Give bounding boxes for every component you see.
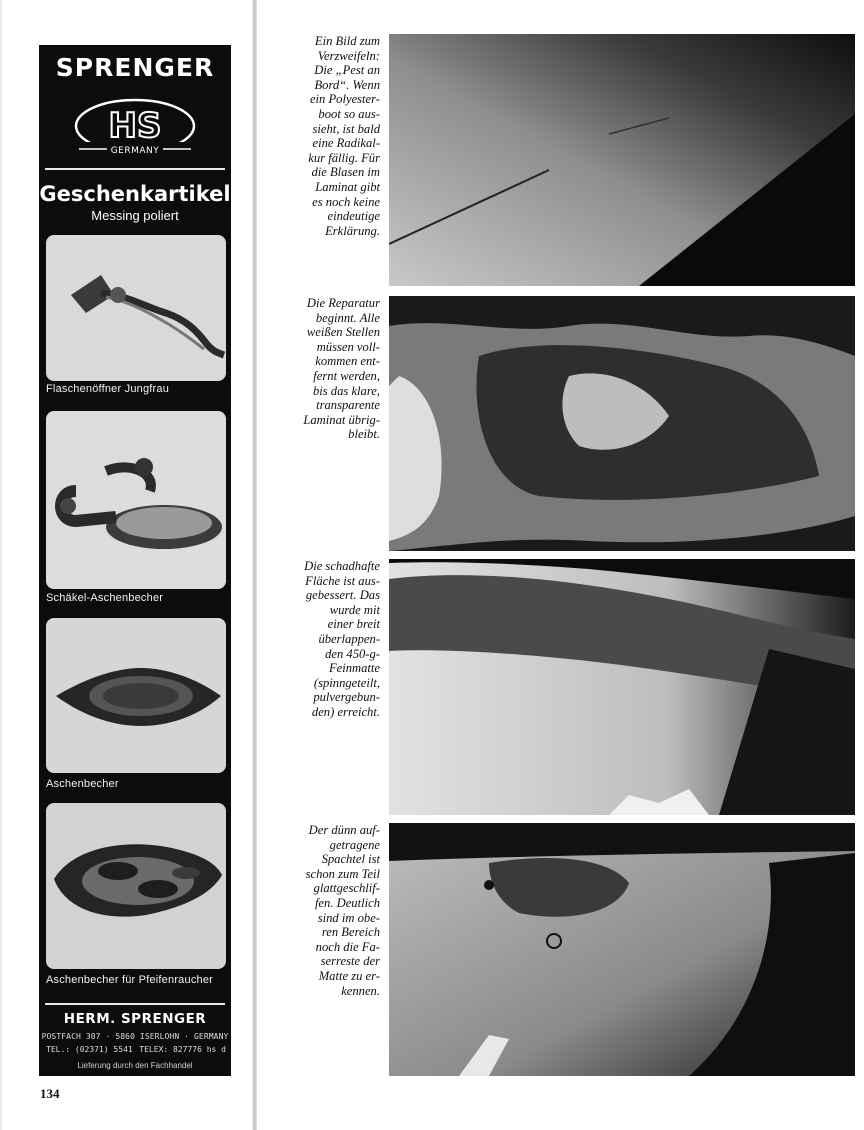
ad-brand: SPRENGER bbox=[55, 53, 215, 82]
photo-sanded-filler bbox=[389, 823, 855, 1076]
photo-repair-begins bbox=[389, 296, 855, 551]
page-number: 134 bbox=[40, 1086, 60, 1101]
pipe-ashtray-icon bbox=[46, 803, 226, 969]
product-caption: Aschenbecher bbox=[46, 778, 119, 790]
product-card-shackle-ashtray bbox=[46, 411, 226, 589]
contact-row bbox=[46, 1045, 226, 1054]
page-gutter bbox=[252, 0, 257, 1130]
company-address: POSTFACH 307 · 5860 ISERLOHN · GERMANY bbox=[41, 1032, 229, 1041]
photo-blistered-hull bbox=[389, 34, 855, 286]
product-card-pipe-ashtray bbox=[46, 803, 226, 969]
ashtray-icon bbox=[46, 618, 226, 773]
distribution-note: Lieferung durch den Fachhandel bbox=[77, 1061, 193, 1070]
photo-caption-2: Die Reparatur beginnt. Alle weißen Stellen müssen voll- kommen ent- fernt werden, bis das klare, transparente Laminat übrig- bleibt. bbox=[303, 296, 380, 442]
shackle-ashtray-icon bbox=[46, 411, 226, 589]
page-edge bbox=[0, 0, 2, 1130]
product-caption: Flaschenöffner Jungfrau bbox=[46, 383, 170, 395]
ad-divider bbox=[45, 168, 225, 170]
company-name: HERM. SPRENGER bbox=[63, 1011, 207, 1027]
company-telex: TELEX: 827776 hs d bbox=[139, 1045, 226, 1054]
photo-patched-surface bbox=[389, 559, 855, 815]
product-caption: Aschenbecher für Pfeifenraucher bbox=[46, 974, 214, 986]
ad-title: Geschenkartikel bbox=[39, 182, 231, 206]
sprenger-advertisement bbox=[39, 45, 231, 1076]
product-card-ashtray bbox=[46, 618, 226, 773]
product-caption: Schäkel-Aschenbecher bbox=[46, 592, 164, 604]
ad-divider bbox=[45, 1003, 225, 1005]
company-phone: TEL.: (02371) 5541 bbox=[46, 1045, 133, 1054]
ad-subtitle: Messing poliert bbox=[91, 208, 179, 223]
hs-logo bbox=[73, 97, 197, 159]
photo-caption-3: Die schadhafte Fläche ist aus- gebessert. Das wurde mit einer breit überlappen- den 450-g- Feinmatte (spinngeteilt, pulvergebun- den) erreicht. bbox=[304, 559, 380, 719]
product-card-bottle-opener bbox=[46, 235, 226, 381]
photo-caption-4: Der dünn auf- getragene Spachtel ist schon zum Teil glattgeschlif- fen. Deutlich sind im obe- ren Bereich noch die Fa- serreste der Matte zu er- kennen. bbox=[305, 823, 380, 998]
bottle-opener-icon bbox=[46, 235, 226, 381]
photo-caption-1: Ein Bild zum Verzweifeln: Die „Pest an Bord“. Wenn ein Polyester- boot so aus- sieht, ist bald eine Radikal- kur fällig. Für die Blasen im Laminat gibt es noch keine eindeutige Erklärung. bbox=[308, 34, 380, 238]
logo-country: GERMANY bbox=[110, 146, 160, 156]
logo-initials: HS bbox=[108, 106, 162, 146]
